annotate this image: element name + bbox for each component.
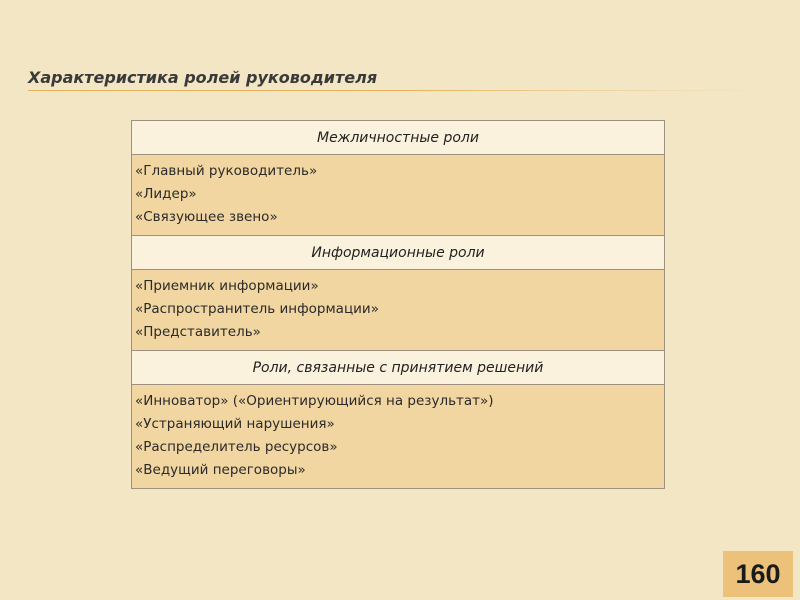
list-item: «Устраняющий нарушения» bbox=[135, 416, 335, 432]
table-row bbox=[132, 236, 665, 270]
list-item: «Главный руководитель» bbox=[135, 163, 318, 179]
section-header-decisional: Роли, связанные с принятием решений bbox=[132, 351, 665, 385]
list-item: «Лидер» bbox=[135, 186, 197, 202]
list-item: «Связующее звено» bbox=[135, 209, 278, 225]
list-item: «Приемник информации» bbox=[135, 278, 319, 294]
section-body-informational bbox=[132, 270, 665, 351]
page-number-badge bbox=[723, 551, 793, 597]
list-item: «Распространитель информации» bbox=[135, 301, 379, 317]
list-item: «Ведущий переговоры» bbox=[135, 462, 306, 478]
list-item: «Инноватор» («Ориентирующийся на результат») bbox=[135, 393, 494, 409]
table-row bbox=[132, 121, 665, 155]
page-number: 160 bbox=[735, 558, 781, 589]
roles-table bbox=[131, 120, 665, 489]
table-row bbox=[132, 155, 665, 236]
section-body-interpersonal bbox=[132, 155, 665, 236]
section-header-informational: Информационные роли bbox=[132, 236, 665, 270]
section-header-interpersonal: Межличностные роли bbox=[132, 121, 665, 155]
table-row bbox=[132, 385, 665, 489]
list-item: «Представитель» bbox=[135, 324, 261, 340]
title-underline bbox=[28, 90, 768, 91]
section-body-decisional bbox=[132, 385, 665, 489]
list-item: «Распределитель ресурсов» bbox=[135, 439, 338, 455]
table-row bbox=[132, 270, 665, 351]
slide-title: Характеристика ролей руководителя bbox=[28, 68, 378, 87]
table-row bbox=[132, 351, 665, 385]
